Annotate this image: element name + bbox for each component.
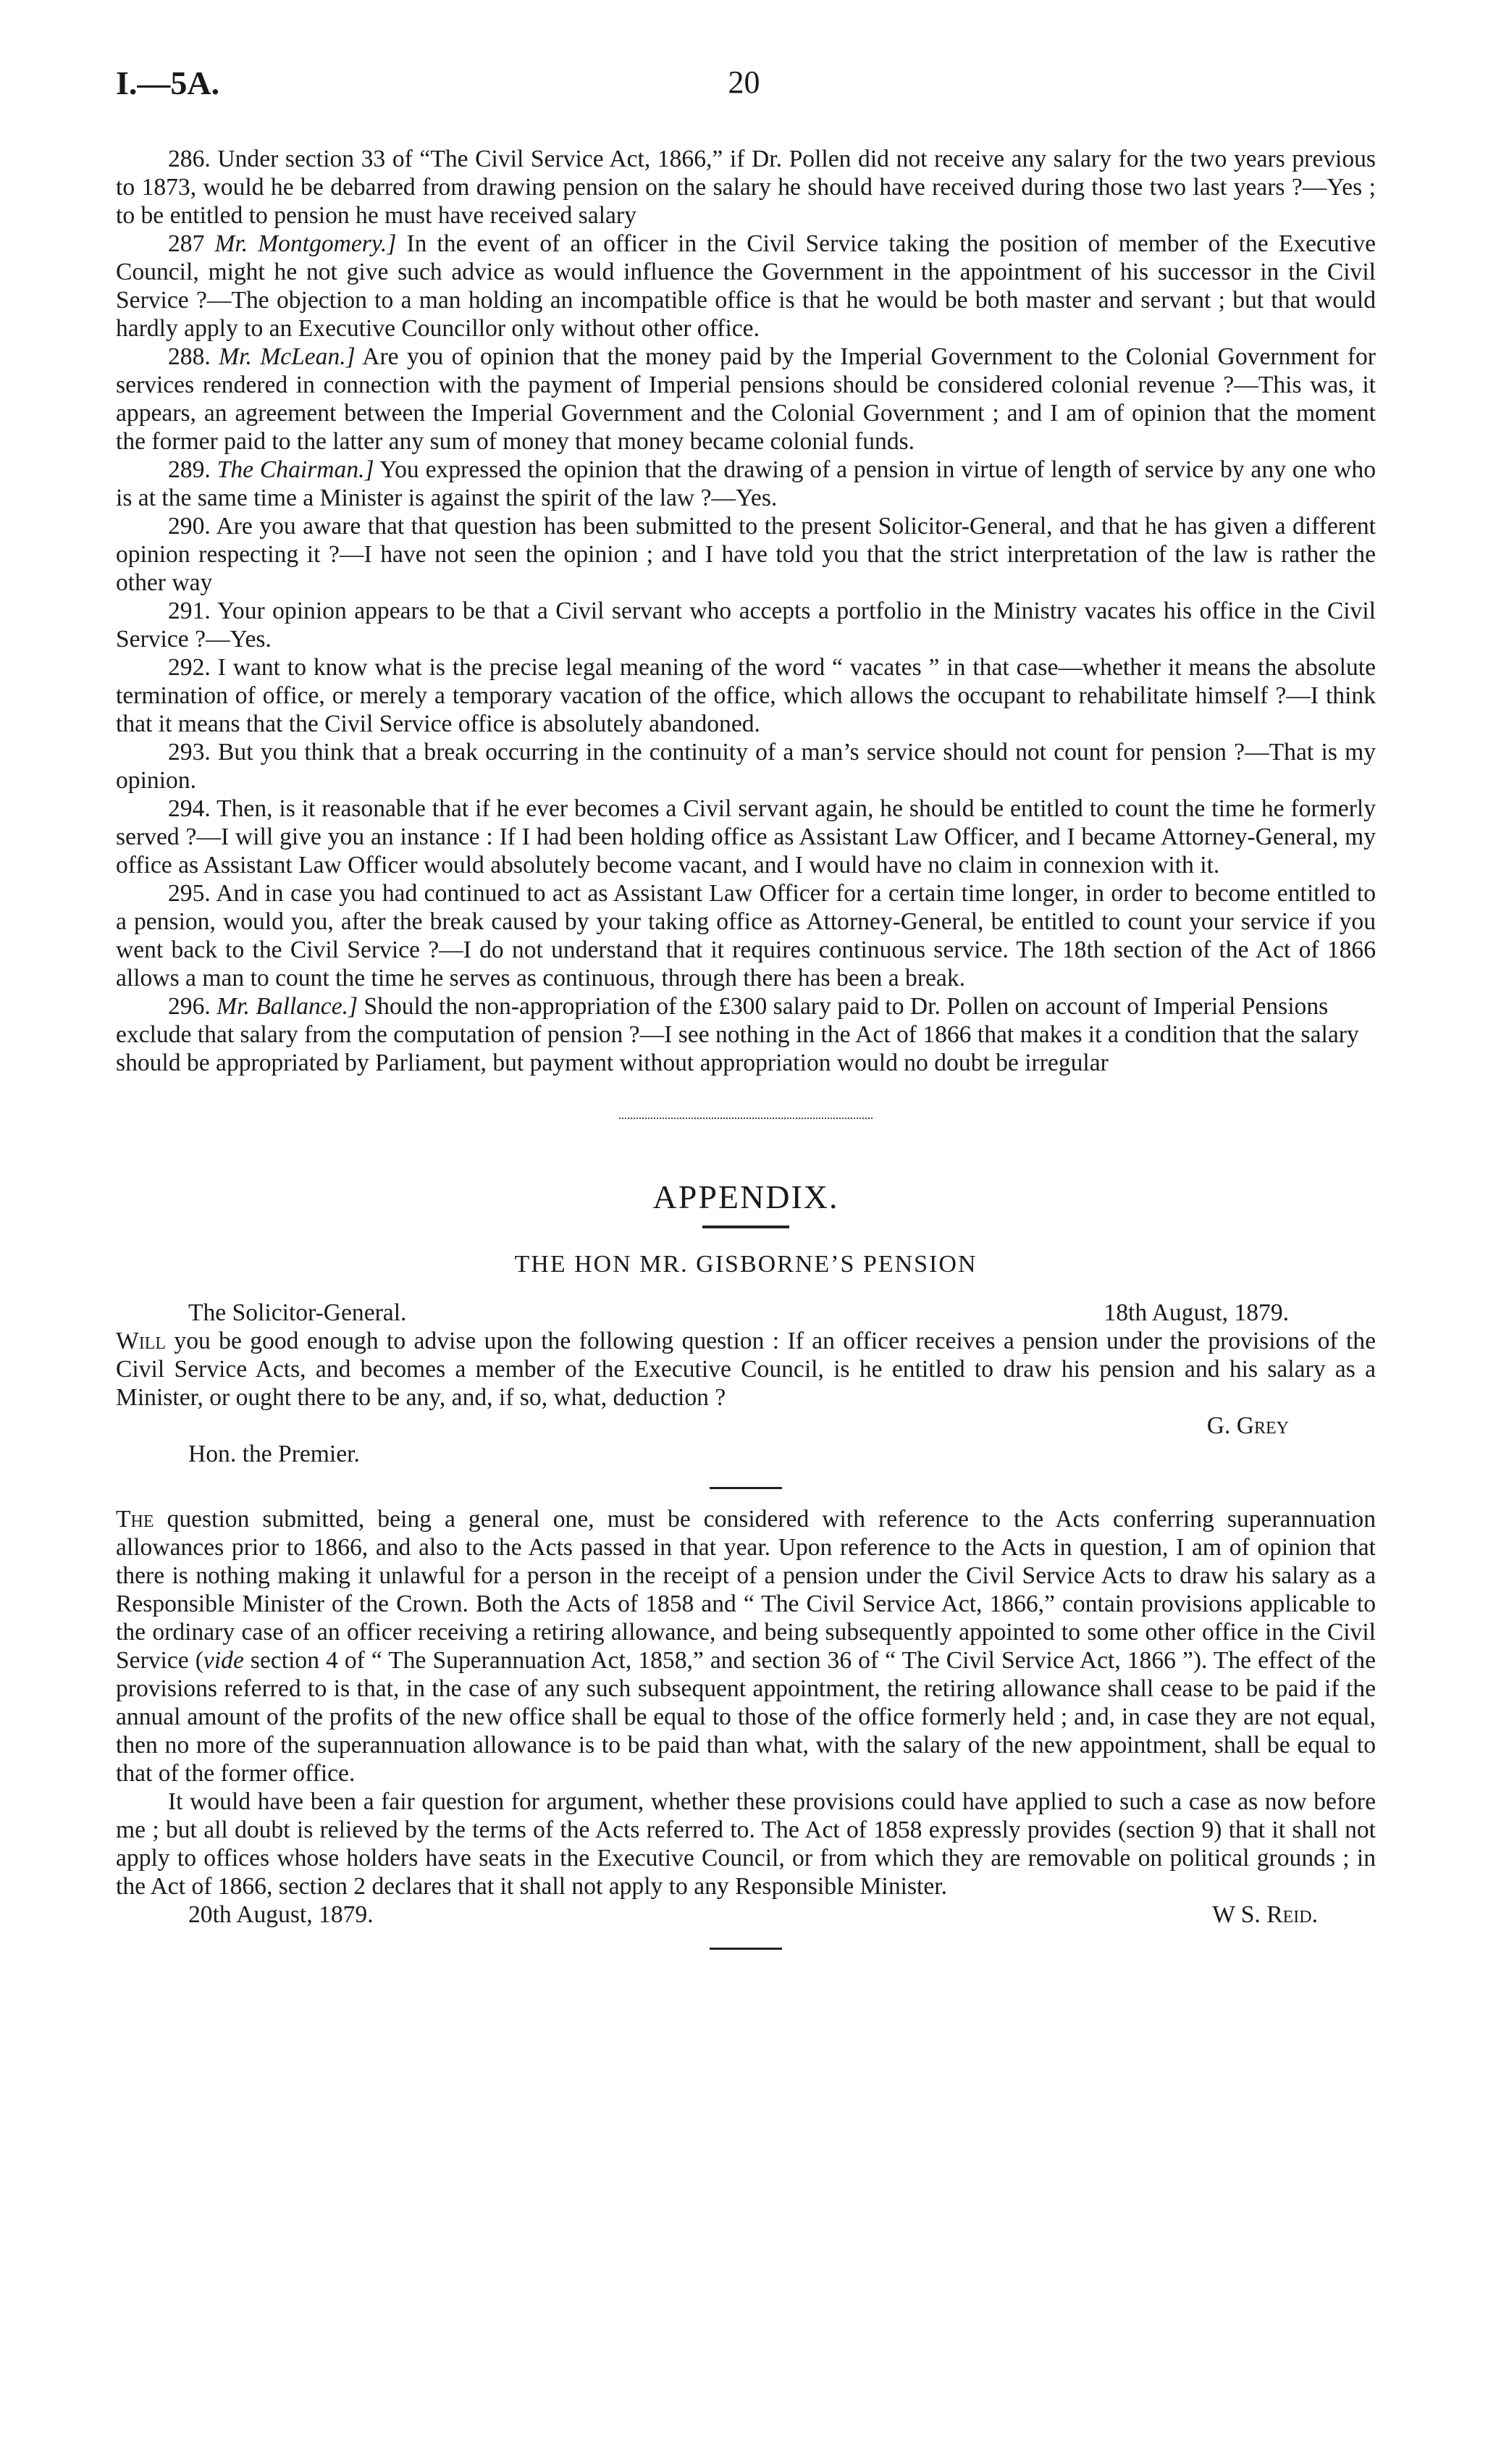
letter-addressee: The Solicitor-General. xyxy=(188,1299,407,1326)
reply-signature: W S. Reid. xyxy=(1212,1901,1318,1928)
qa-text: You expressed the opinion that the drawing of a pension in virtue of length of service by any one who is at the same time a Minister is against the spirit of the law ?—Yes. xyxy=(116,456,1376,511)
qa-text: Are you aware that that question has been submitted to the present Solicitor-General, and that he has given a different opinion respecting it ?—I have not seen the opinion ; and I have told you that the strict interpretation of the law is rather the other way xyxy=(116,513,1376,596)
qa-paragraph xyxy=(116,795,1376,879)
qa-text: And in case you had continued to act as Assistant Law Officer for a certain time longer, in order to become entitled to a pension, would you, after the break caused by your taking office as Attorney-General, be entitled to count your service if you went back to the Civil Service ?—I do not understand that it requires continuous service. The 18th section of the Act of 1866 allows a man to count the time he serves as continuous, through there has been a break. xyxy=(116,880,1376,992)
question-number: 293. xyxy=(168,739,211,766)
letter-date: 18th August, 1879. xyxy=(1104,1299,1289,1326)
speaker: Mr. Montgomery.] xyxy=(214,230,397,257)
question-number: 295. xyxy=(168,880,211,907)
letter-recipient: Hon. the Premier. xyxy=(188,1441,360,1467)
question-number: 292. xyxy=(168,654,211,681)
qa-paragraph xyxy=(116,230,1376,343)
question-number: 287 xyxy=(168,230,205,257)
qa-section xyxy=(116,145,1376,1077)
qa-paragraph xyxy=(116,456,1376,512)
heading-rule xyxy=(702,1225,789,1228)
question-number: 294. xyxy=(168,795,211,822)
reply-opening-word: The xyxy=(116,1506,154,1533)
appendix-subtitle: THE HON MR. GISBORNE’S PENSION xyxy=(514,1251,978,1278)
qa-paragraph xyxy=(116,738,1376,795)
page-number: 20 xyxy=(728,64,760,100)
letter-body: Will you be good enough to advise upon the following question : If an officer receives a pension under the provisions of the Civil Service Acts, and becomes a member of the Executive Council, is he entitled to draw his pension and his salary as a Minister, or ought there to be any, and, if so, what, deduction ? xyxy=(116,1328,1376,1411)
qa-text: Under section 33 of “The Civil Service Act, 1866,” if Dr. Pollen did not receive any salary for the two years previous to 1873, would he be debarred from drawing pension on the salary he should have received during those two last years ?—Yes ; to be entitled to pension he must have received salary xyxy=(116,146,1376,229)
page-header xyxy=(0,64,1488,114)
qa-paragraph xyxy=(116,512,1376,597)
qa-paragraph xyxy=(116,992,1376,1077)
letter-signature-row xyxy=(116,1412,1376,1440)
question-number: 291. xyxy=(168,598,211,624)
question-number: 286. xyxy=(168,146,211,172)
qa-paragraph xyxy=(116,879,1376,992)
speaker: Mr. Ballance.] xyxy=(217,993,358,1020)
qa-text: Then, is it reasonable that if he ever becomes a Civil servant again, he should be entitled to count the time he formerly served ?—I will give you an instance : If I had been holding office as Assistant Law Officer, and I became Attorney-General, my office as Assistant Law Officer would absolutely become vacant, and I would have no claim in connexion with it. xyxy=(116,795,1376,879)
page-body xyxy=(116,145,1376,1950)
qa-text: Should the non-appropriation of the £300 salary paid to Dr. Pollen on account of Imperial Pensions exclude that salary from the computation of pension ?—I see nothing in the Act of 1866 that makes it a condition that the salary should be appropriated by Parliament, but payment without appropriation would no doubt be irregular xyxy=(116,993,1359,1076)
qa-text: Are you of opinion that the money paid by the Imperial Government to the Colonial Government for services rendered in connection with the payment of Imperial pensions should be considered colonial revenue ?—This was, it appears, an agreement between the Imperial Government and the Colonial Government ; and I am of opinion that the moment the former paid to the latter any sum of money that money became colonial funds. xyxy=(116,343,1376,455)
appendix-heading: APPENDIX. xyxy=(652,1178,839,1215)
end-rule xyxy=(710,1948,782,1950)
question-number: 288. xyxy=(168,343,211,370)
letter-header xyxy=(116,1299,1376,1327)
qa-text: I want to know what is the precise legal meaning of the word “ vacates ” in that case—whether it means the absolute termination of office, or merely a temporary vacation of the office, which allows the occupant to rehabilitate himself ?—I think that it means that the Civil Service office is absolutely abandoned. xyxy=(116,654,1376,737)
qa-text: But you think that a break occurring in the continuity of a man’s service should not count for pension ?—That is my opinion. xyxy=(116,739,1376,794)
reply-date: 20th August, 1879. xyxy=(188,1901,374,1928)
qa-paragraph xyxy=(116,343,1376,456)
section-rule xyxy=(710,1487,782,1489)
question-number: 296. xyxy=(168,993,211,1020)
question-number: 290. xyxy=(168,513,211,540)
section-divider xyxy=(619,1118,873,1120)
reply-paragraph: The question submitted, being a general one, must be considered with reference to the Acts conferring superannuation allowances prior to 1866, and also to the Acts passed in that year. Upon reference to the Acts in question, I am of opinion that there is nothing making it unlawful for a person in the receipt of a pension under the Civil Service Acts to draw his salary as a Responsible Minister of the Crown. Both the Acts of 1858 and “ The Civil Service Act, 1866,” contain provisions applicable to the ordinary case of an officer receiving a retiring allowance, and being subsequently appointed to some other office in the Civil Service (vide section 4 of “ The Superannuation Act, 1858,” and section 36 of “ The Civil Service Act, 1866 ”). The effect of the provisions referred to is that, in the case of any such subsequent appointment, the retiring allowance shall cease to be paid if the annual amount of the profits of the new office shall be equal to those of the office formerly held ; and, in case they are not equal, then no more of the superannuation allowance is to be paid than what, with the salary of the new appointment, shall be equal to that of the former office. xyxy=(116,1506,1376,1787)
speaker: The Chairman.] xyxy=(217,456,374,483)
question-number: 289. xyxy=(168,456,211,483)
document-reference: I.—5A. xyxy=(116,64,220,101)
qa-text: In the event of an officer in the Civil Service taking the position of member of the Executive Council, might he not give such advice as would influence the Government in the appointment of his successor in the Civil Service ?—The objection to a man holding an incompatible office is that he would be both master and servant ; but that would hardly apply to an Executive Councillor only without other office. xyxy=(116,230,1376,342)
qa-paragraph xyxy=(116,597,1376,653)
speaker: Mr. McLean.] xyxy=(219,343,356,370)
letter-opening-word: Will xyxy=(116,1328,167,1354)
reply-footer xyxy=(116,1901,1376,1929)
qa-paragraph xyxy=(116,653,1376,738)
reply-paragraph: It would have been a fair question for argument, whether these provisions could have applied to such a case as now before me ; but all doubt is relieved by the terms of the Acts referred to. The Act of 1858 expressly provides (section 9) that it shall not apply to offices whose holders have seats in the Executive Council, or from which they are removable on political grounds ; in the Act of 1866, section 2 declares that it shall not apply to any Responsible Minister. xyxy=(116,1788,1376,1900)
qa-paragraph xyxy=(116,145,1376,230)
letter-signature: G. Grey xyxy=(1206,1412,1289,1439)
qa-text: Your opinion appears to be that a Civil servant who accepts a portfolio in the Ministry vacates his office in the Civil Service ?—Yes. xyxy=(116,598,1376,653)
